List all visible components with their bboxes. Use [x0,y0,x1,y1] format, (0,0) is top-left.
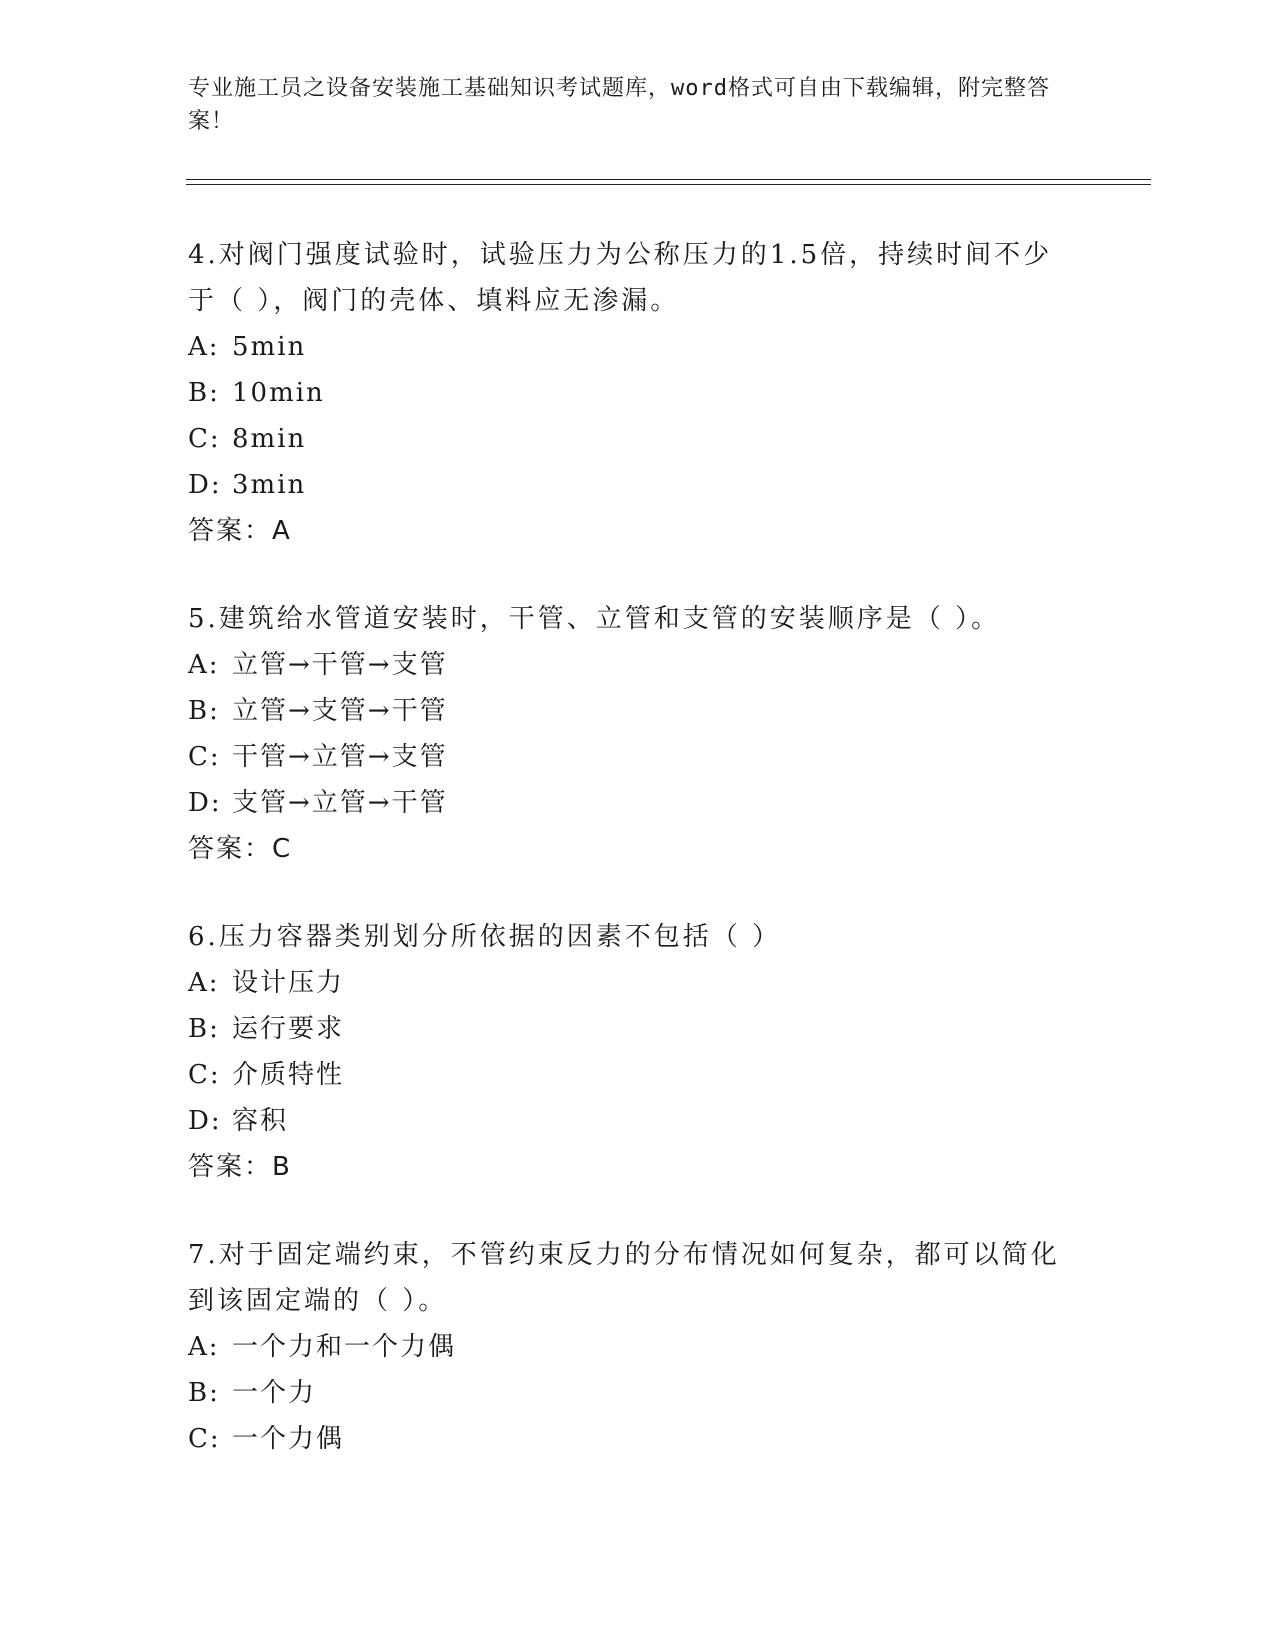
option-text: 3min [232,470,307,500]
option-c [188,416,1068,462]
option-b [188,370,1068,416]
question-stem: 5.建筑给水管道安装时，干管、立管和支管的安装顺序是（ ）。 [188,604,1001,634]
option-letter: B: [188,378,220,408]
option-b [188,688,1068,734]
option-text: 8min [232,424,307,454]
option-text: 支管→立管→干管 [232,788,448,818]
option-text: 10min [232,378,325,408]
question-list [188,232,1068,1504]
question-stem: 6.压力容器类别划分所依据的因素不包括（ ） [188,922,782,952]
option-letter: B: [188,1378,220,1408]
option-letter: D: [188,788,222,818]
option-letter: C: [188,1424,221,1454]
option-letter: C: [188,1060,221,1090]
option-text: 介质特性 [232,1060,345,1090]
option-text: 一个力 [232,1378,317,1408]
option-letter: B: [188,696,220,726]
option-text: 设计压力 [232,968,345,998]
question-item [188,1232,1068,1462]
option-text: 5min [232,332,307,362]
option-a [188,960,1068,1006]
option-d [188,780,1068,826]
option-text: 立管→支管→干管 [232,696,448,726]
option-letter: D: [188,470,222,500]
option-letter: C: [188,424,221,454]
option-letter: A: [188,1332,220,1362]
option-letter: A: [188,650,220,680]
option-letter: C: [188,742,221,772]
option-text: 立管→干管→支管 [232,650,448,680]
question-item [188,596,1068,872]
header-divider-bottom [186,184,1151,185]
answer-line: 答案：C [188,834,293,864]
question-stem: 4.对阀门强度试验时，试验压力为公称压力的1.5倍，持续时间不少于（ ），阀门的壳体、填料应无渗漏。 [188,240,1053,316]
option-text: 一个力偶 [232,1424,345,1454]
option-c [188,1416,1068,1462]
option-a [188,324,1068,370]
document-header: 专业施工员之设备安装施工基础知识考试题库，word格式可自由下载编辑，附完整答案！ [188,76,1050,134]
question-stem: 7.对于固定端约束，不管约束反力的分布情况如何复杂，都可以简化到该固定端的（ ）。 [188,1240,1060,1316]
option-d [188,1098,1068,1144]
option-text: 容积 [232,1106,289,1136]
question-item [188,914,1068,1190]
question-item [188,232,1068,554]
option-a [188,1324,1068,1370]
option-c [188,734,1068,780]
option-a [188,642,1068,688]
answer-line: 答案：A [188,516,292,546]
option-text: 一个力和一个力偶 [232,1332,457,1362]
option-text: 干管→立管→支管 [232,742,448,772]
option-letter: B: [188,1014,220,1044]
option-letter: D: [188,1106,222,1136]
option-c [188,1052,1068,1098]
answer-line: 答案：B [188,1152,292,1182]
option-text: 运行要求 [232,1014,345,1044]
option-b [188,1006,1068,1052]
option-letter: A: [188,968,220,998]
option-letter: A: [188,332,220,362]
header-divider-top [186,179,1151,180]
option-b [188,1370,1068,1416]
option-d [188,462,1068,508]
